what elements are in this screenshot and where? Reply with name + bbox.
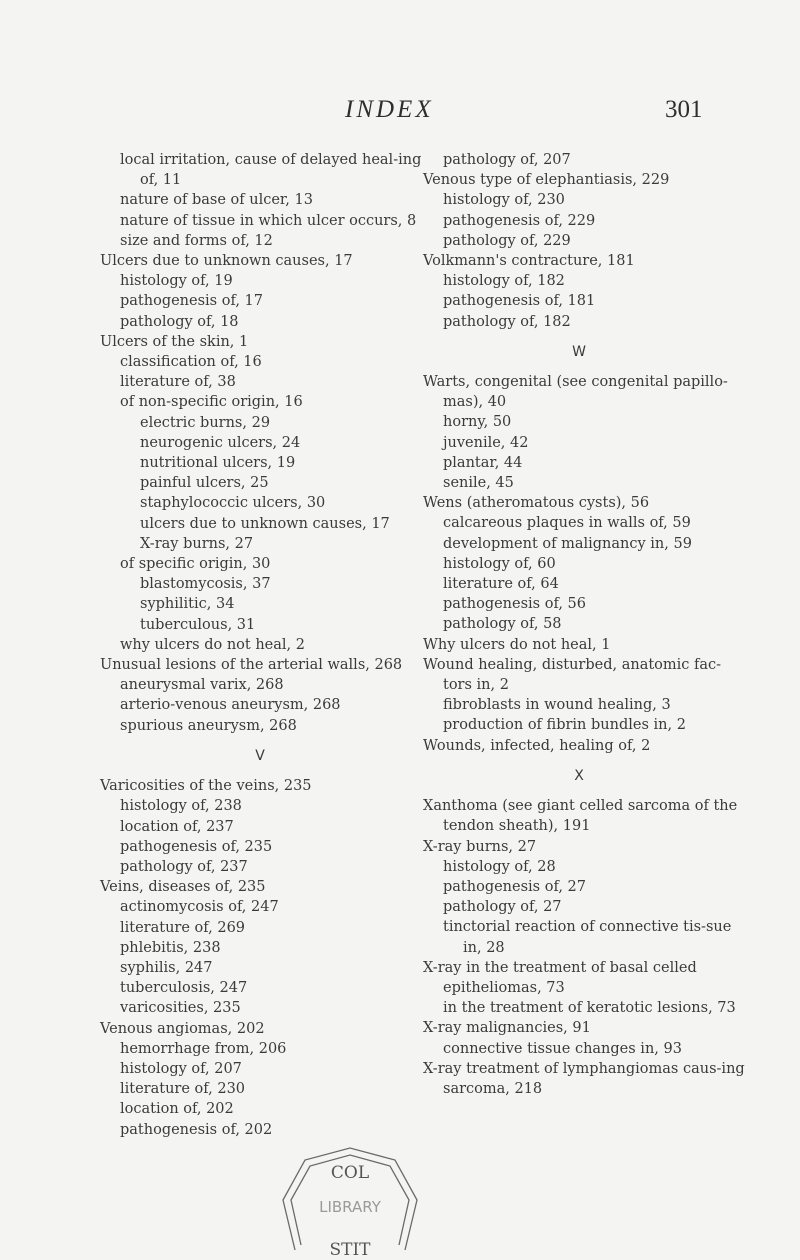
- index-subentry: aneurysmal varix, 268: [120, 677, 284, 694]
- index-subentry: calcareous plaques in walls of, 59: [443, 515, 691, 532]
- index-subentry: histology of, 60: [443, 555, 556, 572]
- stamp-middle-text: LIBRARY: [319, 1198, 381, 1216]
- page-number: 301: [665, 96, 703, 123]
- index-subentry: staphylococcic ulcers, 30: [140, 495, 326, 512]
- index-subentry: phlebitis, 238: [120, 939, 221, 956]
- index-subentry: literature of, 230: [120, 1081, 246, 1098]
- library-stamp: [275, 1140, 425, 1260]
- index-subentry: ulcers due to unknown causes, 17: [140, 515, 390, 532]
- index-subentry: literature of, 269: [120, 919, 246, 936]
- index-entry: Venous angiomas, 202: [100, 1020, 265, 1037]
- page-title: INDEX: [345, 96, 434, 123]
- index-subentry: syphilis, 247: [120, 959, 213, 976]
- index-subentry: pathogenesis of, 235: [120, 838, 273, 855]
- index-column-left: [100, 150, 430, 1140]
- index-subentry: histology of, 28: [443, 858, 556, 875]
- index-entry: Veins, diseases of, 235: [100, 879, 266, 896]
- index-subentry: histology of, 238: [120, 798, 242, 815]
- index-subentry: pathogenesis of, 181: [443, 293, 596, 310]
- page-header: [0, 96, 800, 128]
- index-subentry: connective tissue changes in, 93: [443, 1040, 682, 1057]
- index-entry: Wounds, infected, healing of, 2: [423, 737, 651, 754]
- index-entry: Unusual lesions of the arterial walls, 268: [100, 657, 403, 674]
- index-subentry: blastomycosis, 37: [140, 576, 271, 593]
- index-entry: Volkmann's contracture, 181: [423, 253, 635, 270]
- index-subentry: size and forms of, 12: [120, 232, 273, 249]
- index-subentry: pathogenesis of, 27: [443, 878, 586, 895]
- section-letter: V: [255, 747, 265, 764]
- index-subentry: juvenile, 42: [443, 434, 529, 451]
- stamp-bottom-text: STIT: [329, 1240, 371, 1260]
- index-subentry: pathology of, 229: [443, 232, 571, 249]
- index-subentry: local irritation, cause of delayed heal-ing of, 11: [120, 152, 422, 189]
- index-subentry: histology of, 19: [120, 273, 233, 290]
- index-subentry: tuberculous, 31: [140, 616, 256, 633]
- index-subentry: pathogenesis of, 202: [120, 1121, 273, 1138]
- index-subentry: pathology of, 27: [443, 899, 562, 916]
- index-subentry: pathogenesis of, 56: [443, 596, 586, 613]
- index-entry: X-ray in the treatment of basal celled epitheliomas, 73: [423, 959, 697, 996]
- stamp-top-text: COL: [330, 1163, 370, 1183]
- index-subentry: painful ulcers, 25: [140, 475, 269, 492]
- index-subentry: of non-specific origin, 16: [120, 394, 303, 411]
- index-entry: Venous type of elephantiasis, 229: [423, 172, 670, 189]
- index-subentry: electric burns, 29: [140, 414, 271, 431]
- index-subentry: arterio-venous aneurysm, 268: [120, 697, 341, 714]
- index-subentry: pathology of, 182: [443, 313, 571, 330]
- index-subentry: of specific origin, 30: [120, 556, 271, 573]
- index-subentry: spurious aneurysm, 268: [120, 717, 297, 734]
- index-subentry: histology of, 230: [443, 192, 565, 209]
- index-subentry: histology of, 182: [443, 273, 565, 290]
- index-subentry: pathology of, 237: [120, 858, 248, 875]
- index-subentry: pathology of, 207: [443, 152, 571, 168]
- index-subentry: why ulcers do not heal, 2: [120, 636, 305, 653]
- index-subentry: literature of, 64: [443, 576, 559, 593]
- index-subentry: actinomycosis of, 247: [120, 899, 279, 916]
- index-subentry: varicosities, 235: [120, 1000, 241, 1017]
- section-letter: X: [574, 767, 584, 784]
- index-subentry: tuberculosis, 247: [120, 980, 248, 997]
- index-entry: Xanthoma (see giant celled sarcoma of the tendon sheath), 191: [423, 798, 738, 835]
- index-subentry: fibroblasts in wound healing, 3: [443, 697, 671, 714]
- index-subentry: neurogenic ulcers, 24: [140, 434, 301, 451]
- section-letter: W: [572, 343, 586, 360]
- index-subentry: location of, 237: [120, 818, 234, 835]
- index-column-right: [423, 150, 745, 1099]
- index-subentry: pathogenesis of, 17: [120, 293, 263, 310]
- index-entry: X-ray treatment of lymphangiomas caus-ing sarcoma, 218: [423, 1060, 745, 1097]
- index-subentry: pathogenesis of, 229: [443, 212, 596, 229]
- index-subentry: nature of tissue in which ulcer occurs, 8: [120, 212, 417, 229]
- index-subentry: pathology of, 58: [443, 616, 562, 633]
- index-subentry: nature of base of ulcer, 13: [120, 192, 313, 209]
- index-entry: X-ray malignancies, 91: [423, 1020, 591, 1037]
- index-subentry: development of malignancy in, 59: [443, 535, 692, 552]
- index-entry: Why ulcers do not heal, 1: [423, 636, 611, 653]
- index-entry: X-ray burns, 27: [423, 838, 537, 855]
- index-subentry: nutritional ulcers, 19: [140, 455, 296, 472]
- index-entry: Ulcers of the skin, 1: [100, 333, 249, 350]
- index-entry: Warts, congenital (see congenital papillo-mas), 40: [423, 374, 728, 411]
- index-subentry: histology of, 207: [120, 1060, 242, 1077]
- index-subentry: senile, 45: [443, 475, 514, 492]
- index-subentry: tinctorial reaction of connective tis-sue in, 28: [443, 919, 732, 956]
- index-entry: Ulcers due to unknown causes, 17: [100, 253, 353, 270]
- index-entry: Wens (atheromatous cysts), 56: [423, 495, 650, 512]
- index-subentry: in the treatment of keratotic lesions, 73: [443, 1000, 736, 1017]
- index-subentry: pathology of, 18: [120, 313, 239, 330]
- index-entry: Wound healing, disturbed, anatomic fac-tors in, 2: [423, 656, 722, 694]
- index-subentry: production of fibrin bundles in, 2: [443, 717, 686, 734]
- index-subentry: syphilitic, 34: [140, 596, 235, 613]
- index-subentry: horny, 50: [443, 414, 512, 431]
- index-subentry: plantar, 44: [443, 454, 523, 471]
- index-subentry: X-ray burns, 27: [140, 535, 254, 552]
- index-subentry: literature of, 38: [120, 374, 236, 391]
- index-entry: Varicosities of the veins, 235: [100, 778, 312, 795]
- index-subentry: location of, 202: [120, 1101, 234, 1118]
- index-subentry: classification of, 16: [120, 354, 262, 371]
- index-subentry: hemorrhage from, 206: [120, 1040, 287, 1057]
